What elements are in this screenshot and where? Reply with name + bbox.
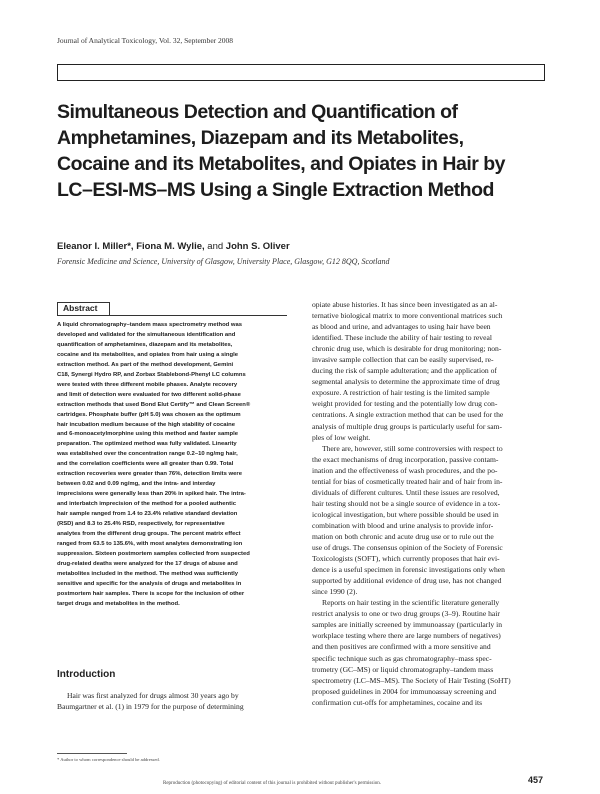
abstract-line: analytes from the different drug groups. The percent matrix effect [57,531,241,538]
abstract-line: and the correlation coefficients were all greater than 0.99. Total [57,461,234,468]
footnote-rule [57,753,127,754]
introduction-body [57,690,291,712]
abstract-line: extraction methods that used Bond Elut Certify™ and Clean Screen® [57,401,251,408]
body-line: confirmation cut-offs for amphetamines, cocaine and its [312,697,483,707]
author-list [57,241,290,252]
body-line: tential for bias of cosmetically treated hair and of hair from in- [312,476,503,486]
body-line: hair testing should not be a single source of evidence in a tox- [312,498,501,508]
body-line: samples are initially screened by immunoassay (particularly in [312,620,502,630]
abstract-line: hair sample ranged from 1.4 to 23.4% relative standard deviation [57,511,238,518]
body-line: restrict analysis to one or two drug groups (3–9). Routine hair [312,609,500,619]
body-line: chronic drug use, which is desirable for drug monitoring; non- [312,344,502,354]
abstract-line: drug-related deaths were analyzed for the 17 drugs of abuse and [57,560,238,567]
abstract-line: and interbatch imprecision of the method for a pooled authentic [57,501,237,508]
abstract-line: quantification of amphetamines, diazepam and its metabolites, [57,341,233,348]
abstract-line: hair incubation medium because of the high stability of cocaine [57,421,236,428]
copyright-notice: Reproduction (photocopying) of editorial content of this journal is prohibited without publisher's permission. [163,781,381,786]
abstract-line: (RSD) and 8.3 to 25.4% RSD, respectively, for representative [57,521,225,528]
body-line: specific technique such as gas chromatography–mass spec- [312,653,492,663]
body-line: the exact mechanisms of drug incorporation, passive contam- [312,454,499,464]
body-line: Reports on hair testing in the scientific literature generally [322,598,500,608]
body-line: centrations. A single extraction method that can be used for the [312,410,504,420]
abstract-line: cartridges. Phosphate buffer (pH 5.0) was chosen as the optimum [57,411,241,418]
abstract-line: imprecisions were generally less than 20% in spiked hair. The intra- [57,491,246,498]
body-line: identified. These include the ability of hair testing to reveal [312,333,492,343]
abstract-line: were tested with three different mobile phases. Analyte recovery [57,381,238,388]
abstract-line: extraction method. As part of the method development, Gemini [57,361,234,368]
body-line: supported by additional evidence of drug use, has not changed [312,576,502,586]
header-frame [57,64,545,81]
authors-primary: Eleanor I. Miller*, Fiona M. Wylie, [57,241,205,252]
body-line: combination with blood and urine analysis to provide infor- [312,520,494,530]
abstract-line: was established over the concentration range 0.2–10 ng/mg hair, [57,451,238,458]
body-line: dence is a useful specimen in forensic investigations only when [312,565,505,575]
abstract-line: suppression. Sixteen postmortem samples collected from suspected [57,550,250,557]
intro-line: Baumgartner et al. (1) in 1979 for the purpose of determining [57,702,244,712]
body-line: opiate abuse histories. It has since been investigated as an al- [312,300,498,309]
body-line: Toxicologists (SOFT), which currently proposes that hair evi- [312,554,500,564]
abstract-line: target drugs and metabolites in the method. [57,600,180,607]
intro-line: Hair was first analyzed for drugs almost 30 years ago by [67,691,239,700]
body-line: weight provided for testing and the potentially low drug con- [312,399,498,409]
journal-header: Journal of Analytical Toxicology, Vol. 32, September 2008 [57,36,234,45]
abstract-line: extraction recoveries were greater than 76%, detection limits were [57,471,242,478]
body-line: ination and the effectiveness of wash procedures, and the po- [312,465,498,475]
body-line: ples of low weight. [312,432,371,442]
body-line: dividuals of different cultures. Until these issues are resolved, [312,487,500,497]
abstract-line: and 6-monoacetylmorphine using this method and faster sample [57,431,239,438]
body-line: There are, however, still some controversies with respect to [322,443,503,453]
body-line: icological investigation, but where possible should be used in [312,509,499,519]
body-line: spectrometry (LC–MS–MS). The Society of Hair Testing (SoHT) [312,675,511,685]
body-line: trometry (GC–MS) or liquid chromatography–tandem mass [312,664,494,674]
page-number: 457 [528,775,544,785]
body-line: invasive sample collection that can be easily supervised, re- [312,355,494,365]
abstract-line: metabolites included in the method. The method was sufficiently [57,570,238,577]
abstract-line: C18, Synergi Hydro RP, and Zorbax Stablebond-Phenyl LC columns [57,371,246,378]
authors-conjunction: and [207,241,224,252]
abstract-heading: Abstract [63,303,98,313]
body-line: ducing the risk of sample adulteration; and the application of [312,366,497,376]
body-line: workplace testing where there are large numbers of negatives) [312,631,501,641]
title-line: Amphetamines, Diazepam and its Metabolites, [57,127,464,149]
abstract-line: developed and validated for the simultaneous identification and [57,331,236,338]
title-line: Simultaneous Detection and Quantification of [57,101,458,123]
introduction-heading: Introduction [57,669,116,680]
title-line: LC–ESI-MS–MS Using a Single Extraction Method [57,179,494,201]
abstract-line: sensitive and specific for the analysis of drugs and metabolites in [57,580,242,587]
abstract-line: A liquid chromatography–tandem mass spectrometry method was [57,322,243,328]
body-line: segmental analysis to determine the approximate time of drug [312,377,500,387]
title-line: Cocaine and its Metabolites, and Opiates in Hair by [57,153,506,175]
body-line: ternative biological matrix to more conventional matrices such [312,311,503,321]
abstract-line: cocaine and its metabolites, and opiates from hair using a single [57,351,239,358]
right-column [312,299,548,708]
body-line: exposure. A restriction of hair testing is the limited sample [312,388,490,398]
abstract-line: between 0.02 and 0.09 ng/mg, and the intra- and interday [57,481,216,488]
abstract-line: and limit of detection were evaluated for two different solid-phase [57,391,241,398]
body-line: analysis of multiple drug groups is particularly useful for sam- [312,421,503,431]
body-line: proposed guidelines in 2004 for immunoassay screening and [312,686,497,696]
abstract-line: ranged from 63.5 to 135.6%, with most analytes demonstrating ion [57,540,243,547]
footnote: * Author to whom correspondence should be addressed. [57,757,160,762]
affiliation: Forensic Medicine and Science, University of Glasgow, University Place, Glasgow, G12 8QQ, Scotland [57,257,390,266]
abstract-body [57,321,289,610]
body-line: use of drugs. The consensus opinion of the Society of Forensic [312,543,503,553]
authors-last: John S. Oliver [225,241,290,252]
body-line: and then positives are confirmed with a more sensitive and [312,642,491,652]
abstract-line: preparation. The optimized method was fully validated. Linearity [57,441,237,448]
body-line: since 1990 (2). [312,587,358,597]
body-line: mation on both chronic and acute drug use or to rule out the [312,531,494,541]
abstract-rule [57,315,287,316]
article-title [57,99,557,203]
abstract-line: postmortem hair samples. There is scope for the inclusion of other [57,590,245,597]
body-line: as blood and urine, and advantages to using hair have been [312,322,491,332]
